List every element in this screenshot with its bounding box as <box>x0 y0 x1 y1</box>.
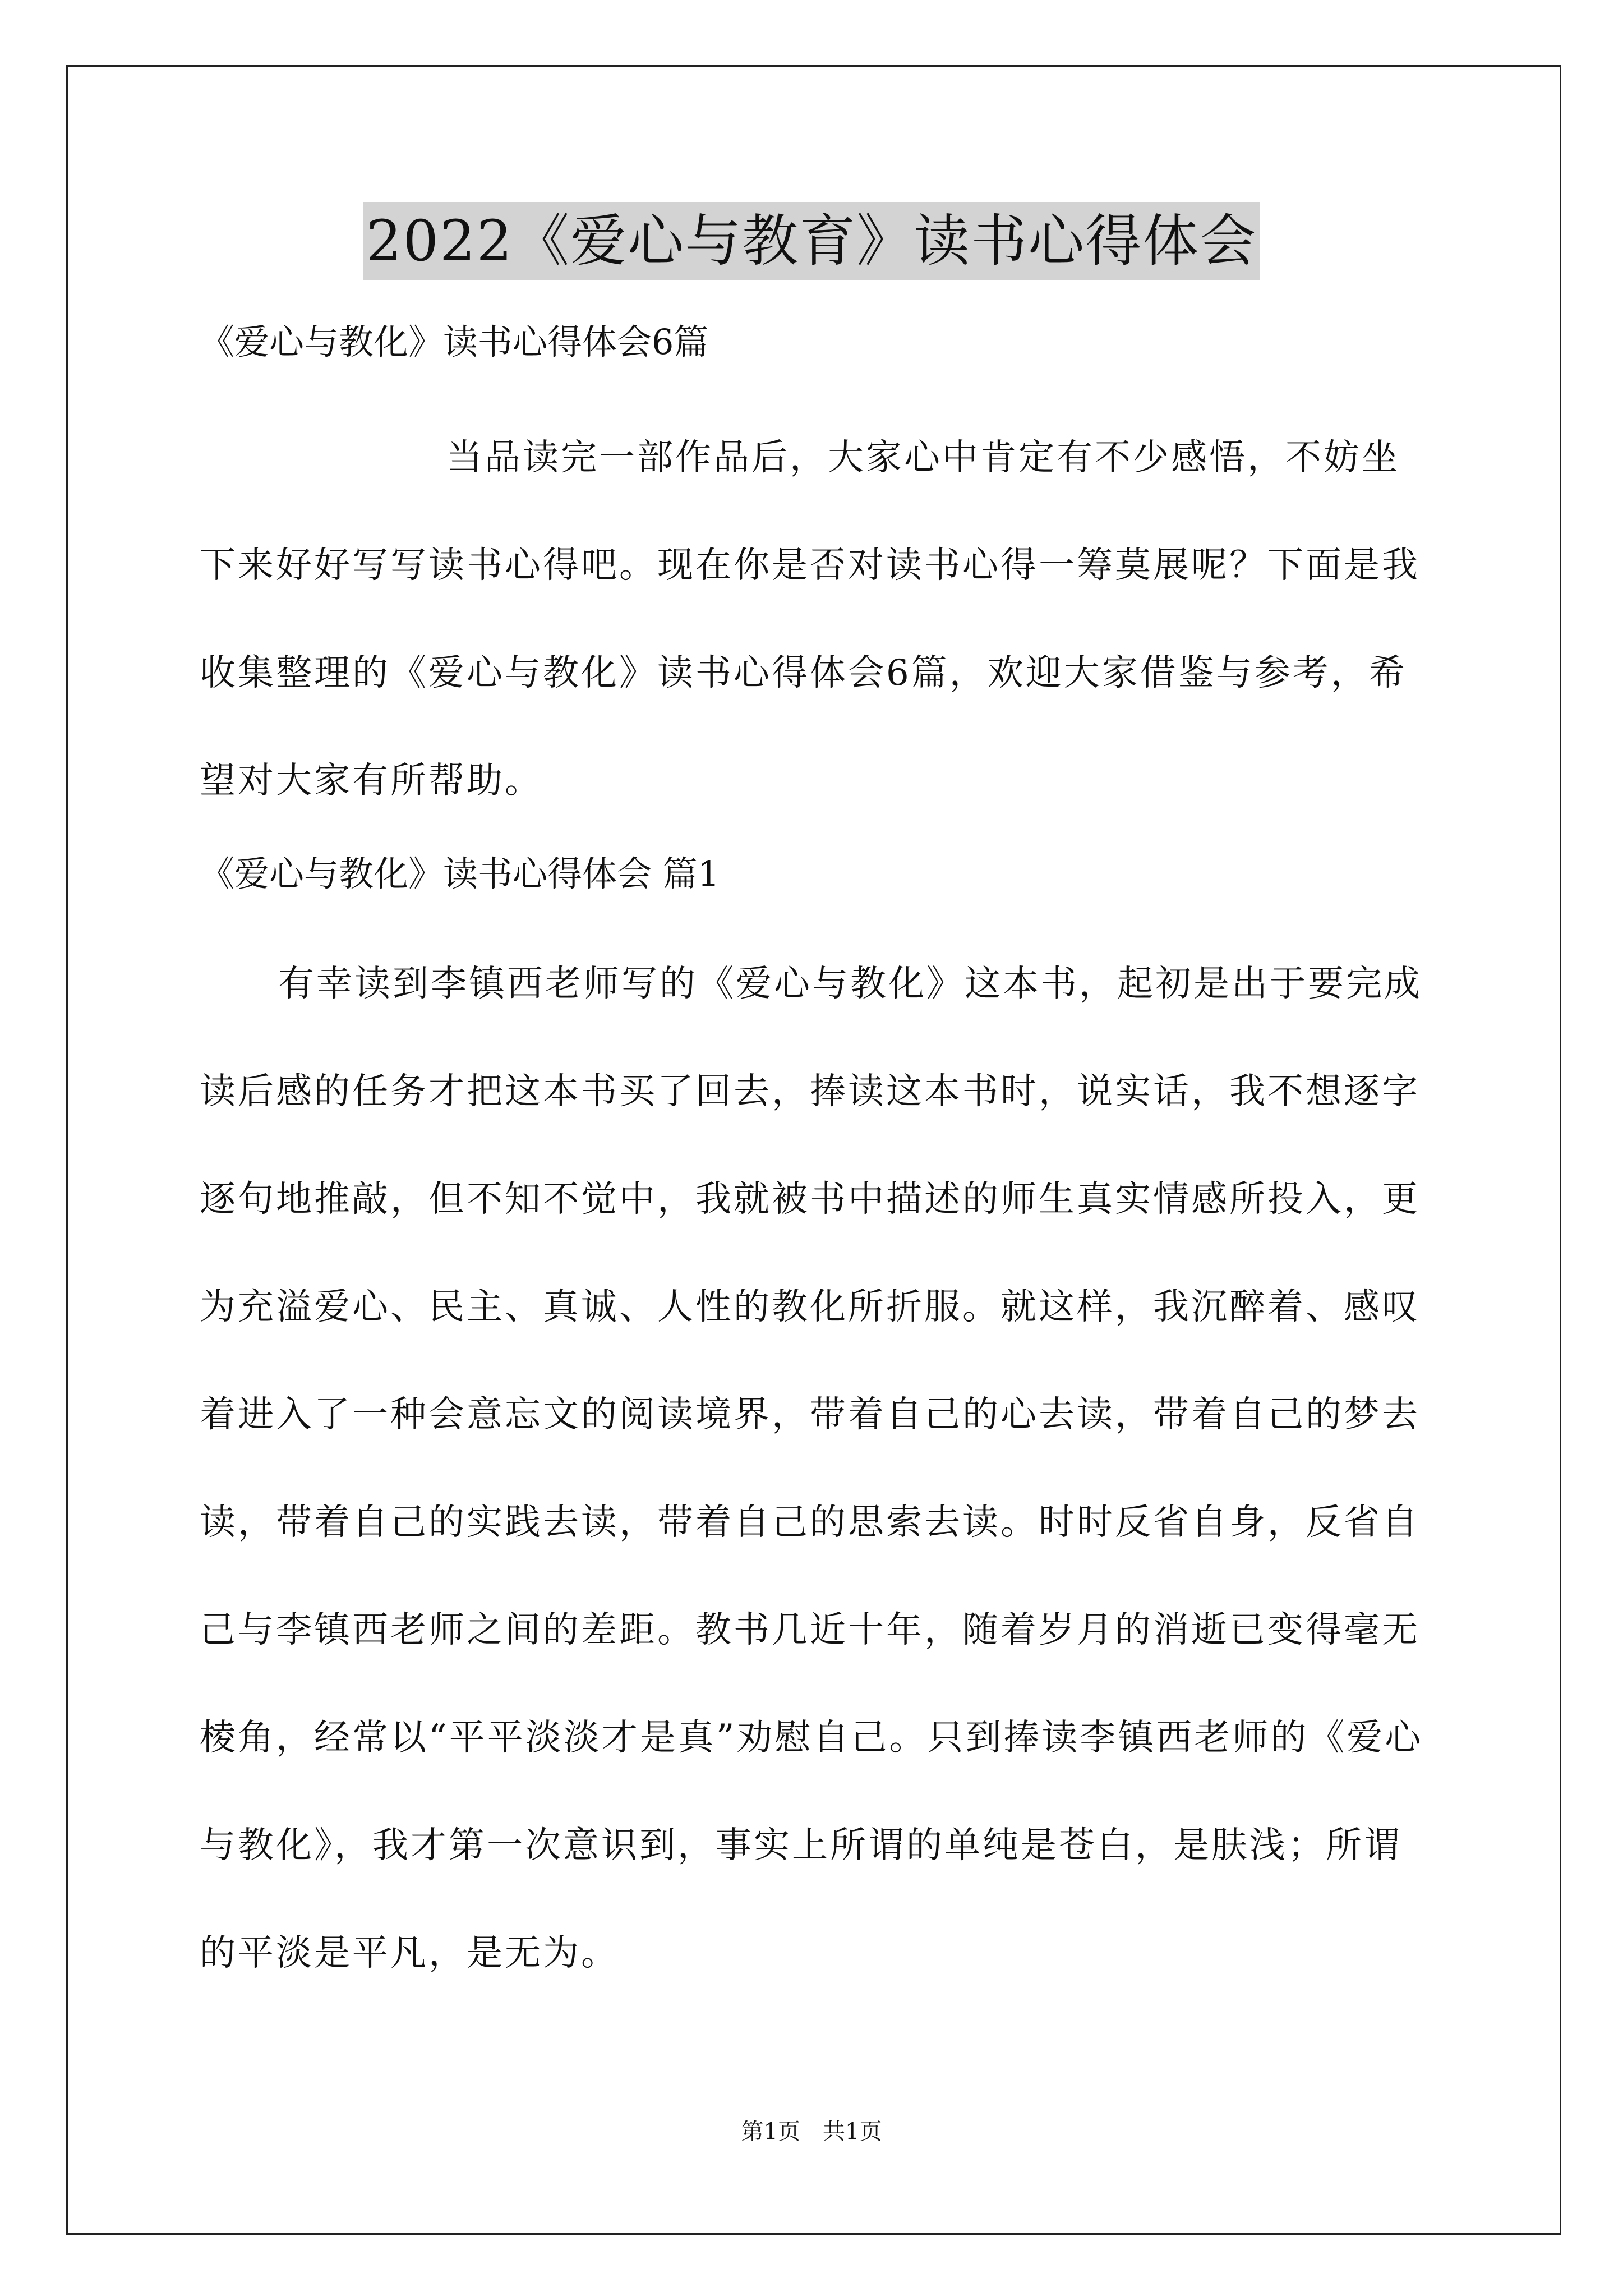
section-heading: 《爱心与教化》读书心得体会 篇1 <box>200 853 720 894</box>
document-subtitle: 《爱心与教化》读书心得体会6篇 <box>200 321 709 362</box>
title-container <box>0 202 1623 280</box>
page-footer: 第1页 共1页 <box>741 2119 882 2145</box>
intro-paragraph: 当品读完一部作品后，大家心中肯定有不少感悟，不妨坐下来好好写写读书心得吧。现在你是否对读书心得一筹莫展呢？下面是我收集整理的《爱心与教化》读书心得体会6篇，欢迎大家借鉴与参考，希望对大家有所帮助。 <box>200 437 1420 802</box>
document-body <box>200 303 1433 2007</box>
section-paragraph: 有幸读到李镇西老师写的《爱心与教化》这本书，起初是出于要完成读后感的任务才把这本书买了回去，捧读这本书时，说实话，我不想逐字逐句地推敲，但不知不觉中，我就被书中描述的师生真实情感所投入，更为充溢爱心、民主、真诚、人性的教化所折服。就这样，我沉醉着、感叹着进入了一种会意忘文的阅读境界，带着自己的心去读，带着自己的梦去读，带着自己的实践去读，带着自己的思索去读。时时反省自身，反省自己与李镇西老师之间的差距。教书几近十年，随着岁月的消逝已变得毫无棱角，经常以“平平淡淡才是真”劝慰自己。只到捧读李镇西老师的《爱心与教化》，我才第一次意识到，事实上所谓的单纯是苍白，是肤浅；所谓的平淡是平凡，是无为。 <box>200 963 1423 1974</box>
document-title: 2022《爱心与教育》读书心得体会 <box>363 202 1261 280</box>
